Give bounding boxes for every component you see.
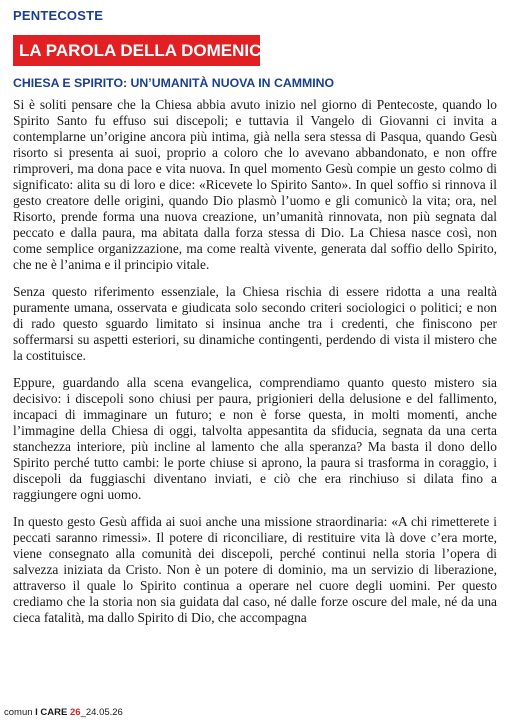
page-footer	[4, 707, 123, 718]
paragraph: Eppure, guardando alla scena evangelica, comprendiamo quanto questo mistero sia decisivo: i discepoli sono chiusi per paura, prigionieri della delusione e del fallimento, incapaci di immaginare un futuro; e non è forse questa, in molti momenti, anche l’immagine della Chiesa di oggi, talvolta appesantita da sfiducia, segnata da una certa stanchezza interiore, più incline al lamento che alla speranza? Ma basta il dono dello Spirito perché tutto cambi: le porte chiuse si aprono, la paura si trasforma in coraggio, i discepoli da fuggiaschi diventano inviati, e ciò che era rinchiuso si dilata fino a raggiungere ogni uomo.	[13, 375, 497, 502]
paragraph: Senza questo riferimento essenziale, la Chiesa rischia di essere ridotta a una realtà puramente umana, osservata e giudicata solo secondo criteri sociologici o politici; e non di rado questo sguardo limitato si insinua anche tra i credenti, che finiscono per soffermarsi su aspetti esteriori, su dinamiche contingenti, perdendo di vista il mistero che la costituisce.	[13, 284, 497, 363]
paragraph: Si è soliti pensare che la Chiesa abbia avuto inizio nel giorno di Pentecoste, quando lo Spirito Santo fu effuso sui discepoli; e tuttavia il Vangelo di Giovanni ci invita a contemplarne un’origine ancora più intima, già nella sera stessa di Pasqua, quando Gesù risorto si presenta ai suoi, proprio a coloro che lo avevano abbandonato, e non offre rimproveri, ma dona pace e vita nuova. In quel momento Gesù compie un gesto colmo di significato: alita su di loro e dice: «Ricevete lo Spirito Santo». In quel soffio si rinnova il gesto creatore delle origini, quando Dio plasmò l’uomo e gli comunicò la vita; ora, nel Risorto, prende forma una nuova creazione, un’umanità rinnovata, non più segnata dal peccato e dalla paura, ma abitata dalla forza stessa di Dio. La Chiesa nasce così, non come semplice organizzazione, ma come realtà vivente, generata dal soffio dello Spirito, che ne è l’anima e il principio vitale.	[13, 97, 497, 272]
footer-brand: I CARE	[35, 707, 68, 718]
article-subtitle: CHIESA E SPIRITO: UN’UMANITÀ NUOVA IN CAMMINO	[13, 76, 335, 90]
footer-issue: 26	[70, 707, 81, 718]
article-body	[13, 97, 497, 637]
paragraph: In questo gesto Gesù affida ai suoi anche una missione straordinaria: «A chi rimetterete i peccati saranno rimessi». Il potere di riconciliare, di restituire vita là dove c’era morte, viene consegnato alla comunità dei discepoli, perché continui nella storia l’opera di salvezza iniziata da Cristo. Non è un potere di dominio, ma un servizio di liberazione, attraverso il quale lo Spirito continua a operare nel cuore degli uomini. Per questo crediamo che la storia non sia guidata dal caso, né dalle forze oscure del male, né da una cieca fatalità, ma dallo Spirito di Dio, che accompagna	[13, 514, 497, 625]
footer-prefix: comun	[4, 707, 36, 718]
section-label: PENTECOSTE	[13, 8, 104, 23]
column-banner: LA PAROLA DELLA DOMENICA	[13, 35, 260, 66]
footer-date: _24.05.26	[80, 707, 123, 718]
